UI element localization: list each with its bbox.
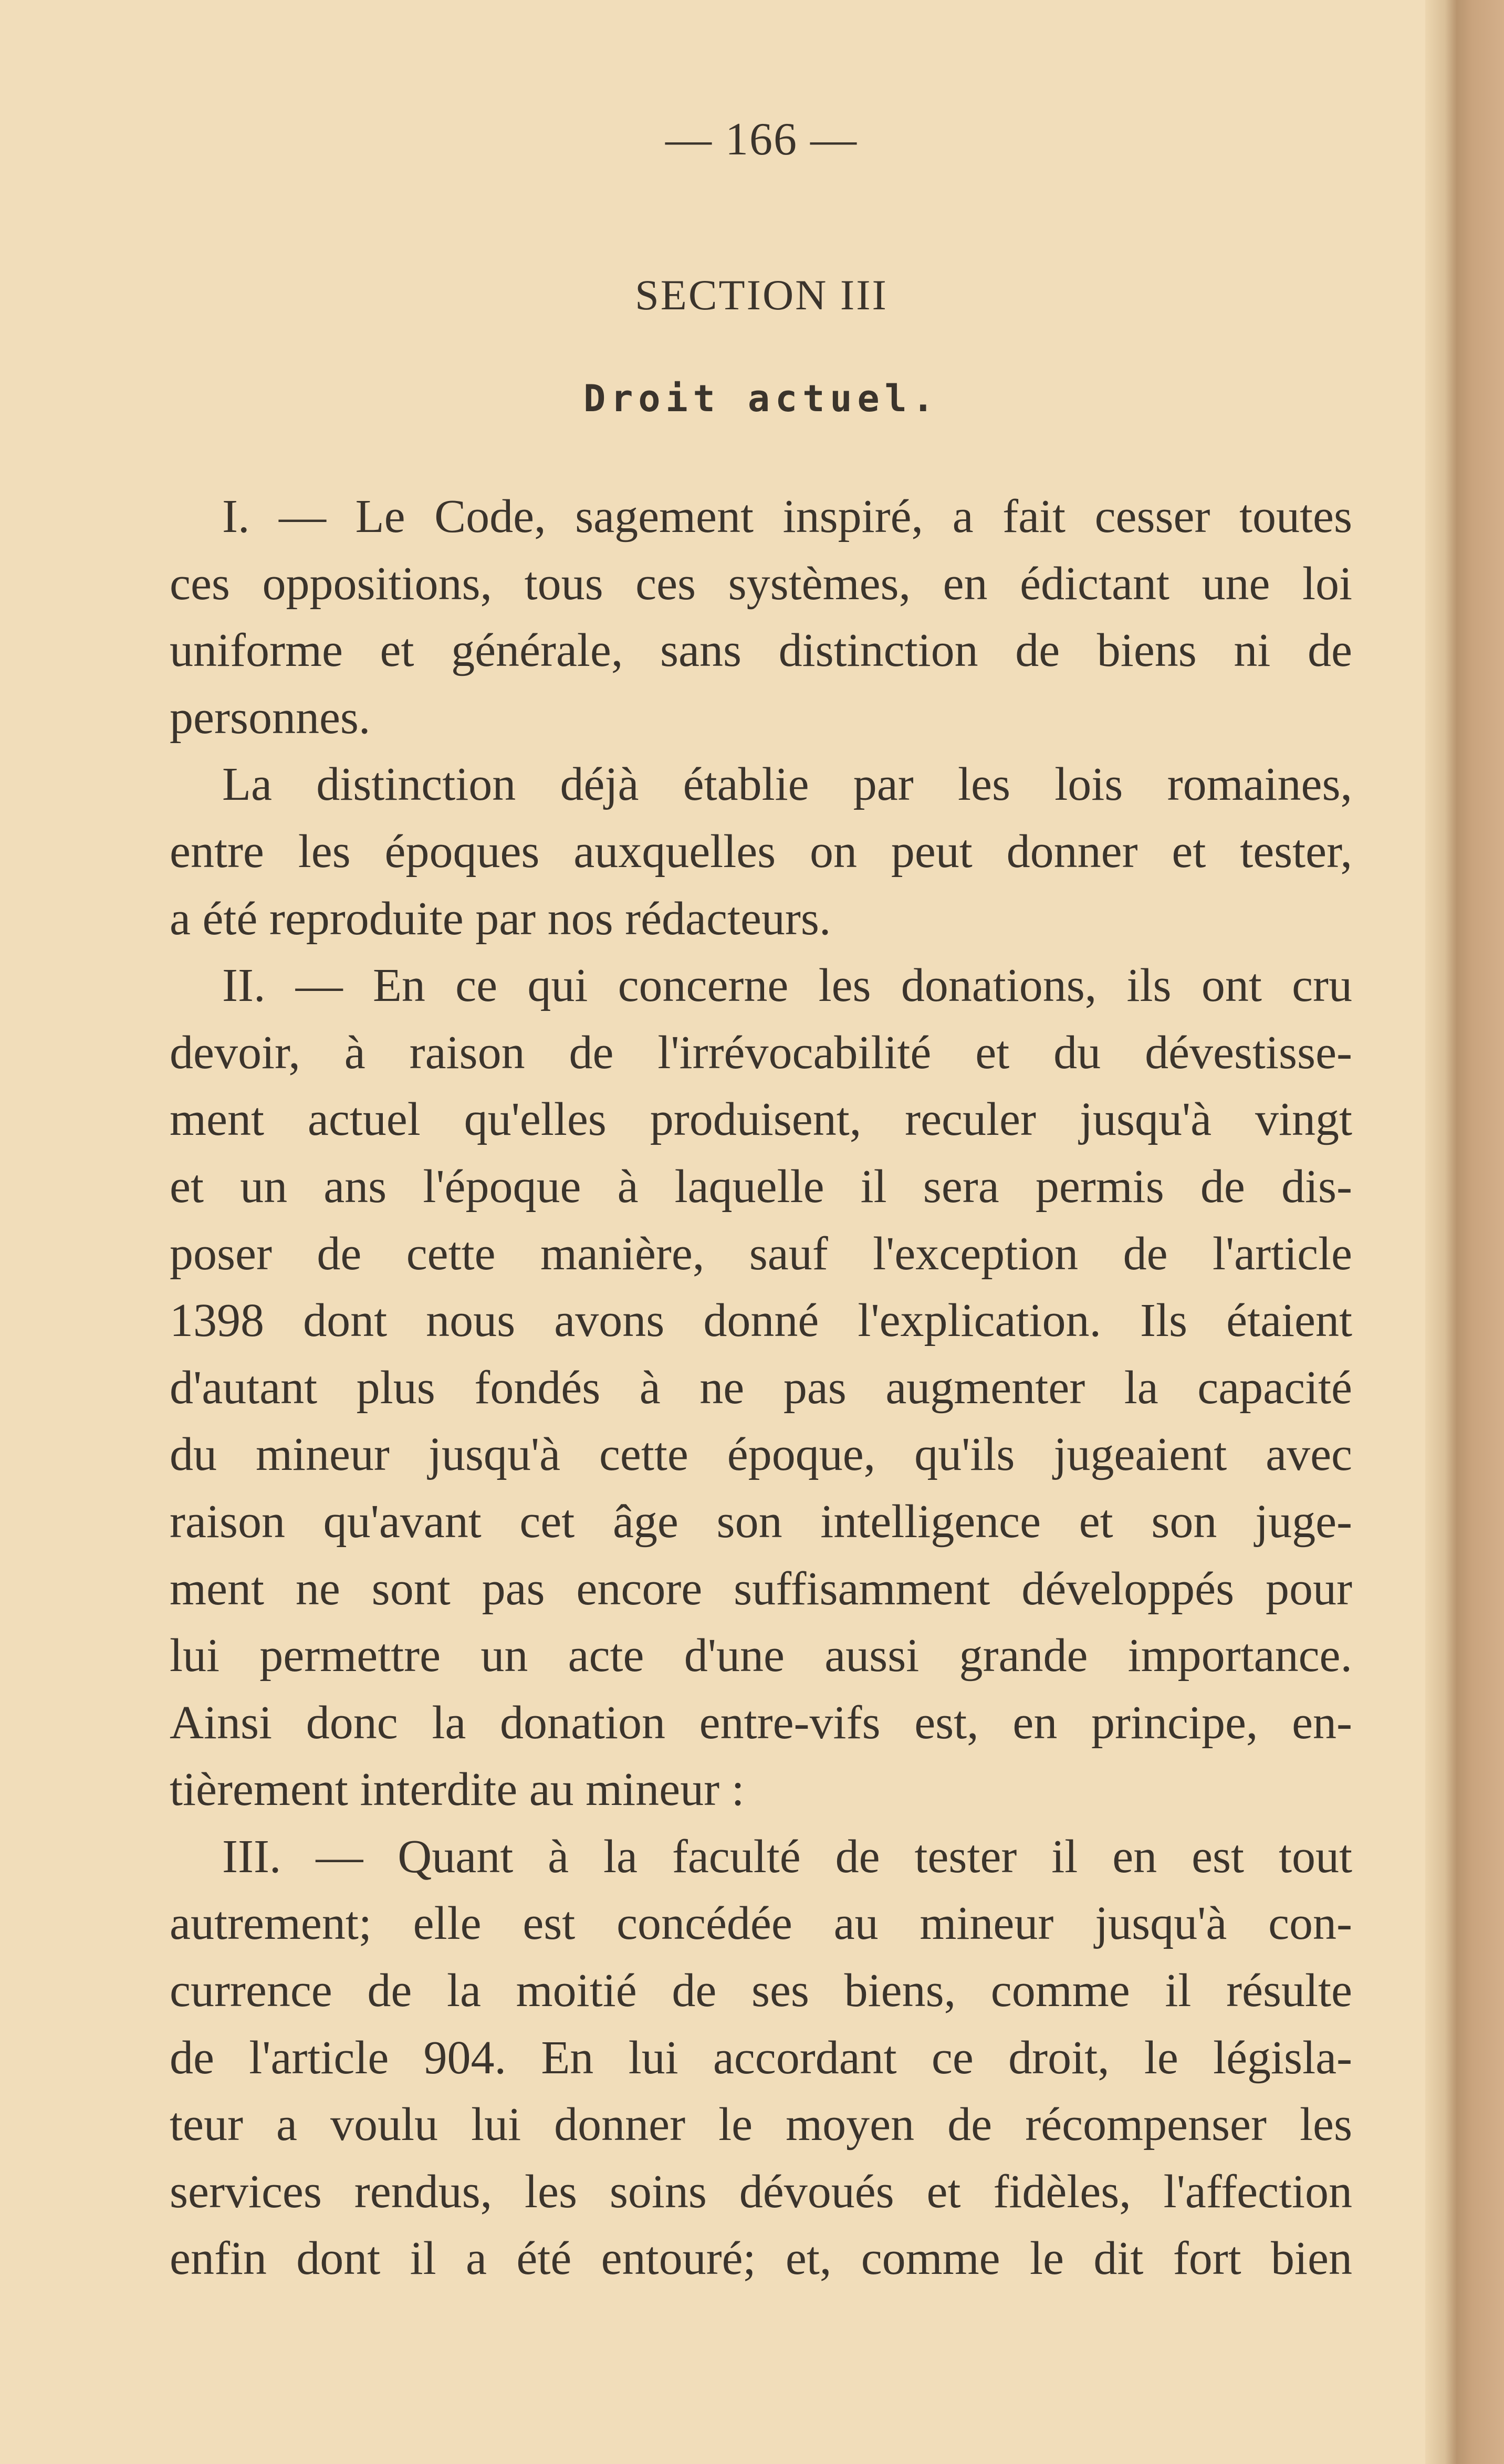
text-line: currence de la moitié de ses biens, comme il résulte xyxy=(170,1965,1352,2017)
body-text xyxy=(170,483,1352,2292)
text-line: teur a voulu lui donner le moyen de récompenser les xyxy=(170,2098,1352,2151)
text-line: entre les époques auxquelles on peut donner et tester, xyxy=(170,825,1352,878)
text-line: ces oppositions, tous ces systèmes, en édictant une loi xyxy=(170,557,1352,610)
text-line: uniforme et générale, sans distinction de biens ni de xyxy=(170,624,1352,677)
text-line: a été reproduite par nos rédacteurs. xyxy=(170,892,831,945)
section-heading: SECTION III xyxy=(635,271,888,319)
text-line: 1398 dont nous avons donné l'explication. Ils étaient xyxy=(170,1294,1352,1347)
text-line: d'autant plus fondés à ne pas augmenter la capacité xyxy=(170,1361,1352,1414)
text-line: Ainsi donc la donation entre-vifs est, en principe, en- xyxy=(170,1696,1352,1749)
text-line: ment ne sont pas encore suffisamment développés pour xyxy=(170,1562,1352,1615)
text-line: I. — Le Code, sagement inspiré, a fait cesser toutes xyxy=(222,490,1352,542)
text-line: poser de cette manière, sauf l'exception de l'article xyxy=(170,1227,1352,1280)
text-line: autrement; elle est concédée au mineur jusqu'à con- xyxy=(170,1897,1352,1950)
text-line: et un ans l'époque à laquelle il sera permis de dis- xyxy=(170,1160,1352,1213)
text-line: du mineur jusqu'à cette époque, qu'ils jugeaient avec xyxy=(170,1428,1352,1481)
text-line: raison qu'avant cet âge son intelligence et son juge- xyxy=(170,1495,1352,1548)
text-line: devoir, à raison de l'irrévocabilité et du dévestisse- xyxy=(170,1026,1352,1079)
text-line: ment actuel qu'elles produisent, reculer jusqu'à vingt xyxy=(170,1093,1352,1146)
text-line: de l'article 904. En lui accordant ce droit, le législa- xyxy=(170,2031,1352,2084)
text-line: lui permettre un acte d'une aussi grande importance. xyxy=(170,1630,1352,1682)
book-spine-edge xyxy=(1425,0,1504,2464)
text-line: III. — Quant à la faculté de tester il en est tout xyxy=(222,1830,1352,1883)
page-number: — 166 — xyxy=(665,114,858,165)
text-line: II. — En ce qui concerne les donations, ils ont cru xyxy=(222,959,1352,1012)
text-line: tièrement interdite au mineur : xyxy=(170,1763,745,1816)
text-line: enfin dont il a été entouré; et, comme le dit fort bien xyxy=(170,2232,1352,2285)
text-line: services rendus, les soins dévoués et fidèles, l'affection xyxy=(170,2165,1352,2218)
text-line: personnes. xyxy=(170,691,371,744)
text-line: La distinction déjà établie par les lois romaines, xyxy=(222,758,1352,811)
section-subtitle: Droit actuel. xyxy=(583,377,939,420)
